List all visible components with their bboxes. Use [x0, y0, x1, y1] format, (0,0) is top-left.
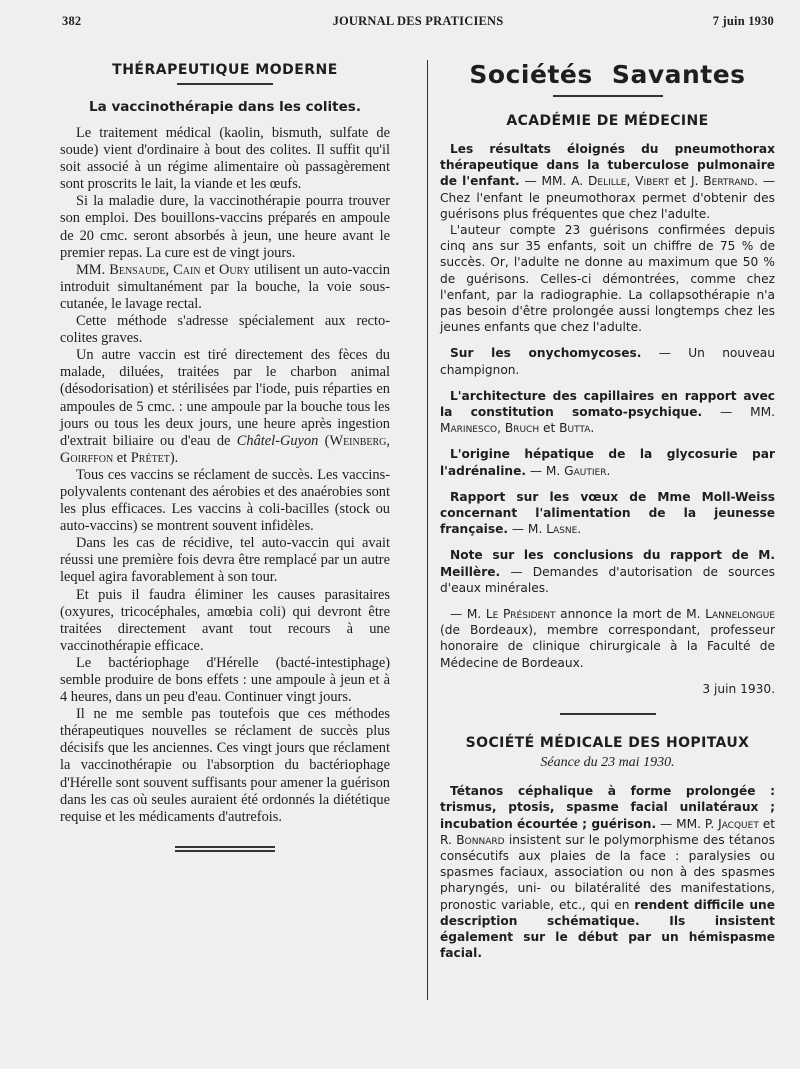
text: .: [606, 463, 611, 478]
text: — MM. P.: [656, 816, 719, 831]
text: .: [577, 522, 582, 537]
author-name: Bertrand: [703, 174, 755, 189]
text: Un autre vaccin est tiré directement des fèces du malade, diluées, traitées par le charbon animal (désodorisation) et stérilisées par l'iode, puis réparties en ampoules de 5 cmc. : une ampoule par la bouche tous les jours ou tous les deux jours, une heure après ingestion d'extrait biliaire ou d'eau de: [60, 347, 390, 449]
left-column: [60, 62, 390, 854]
author-name: Butta: [559, 421, 591, 436]
text: insistent sur le polymorphisme des tétanos consécutifs aux plaies de la face : paralysies ou spasmes faciaux, association ou non à des spasmes pharyngés, uni- ou bilatéralité des manifestations, pronostic variable, etc., qui en: [440, 832, 775, 912]
author-name: Prétet: [130, 449, 170, 466]
item-title: L'architecture des capillaires en rapport avec la constitution somato-psychique.: [440, 388, 775, 420]
paragraph-3: [60, 262, 390, 313]
text: annonce la mort de M.: [555, 607, 706, 622]
author-name: Lasne: [546, 522, 578, 537]
journal-title: JOURNAL DES PRATICIENS: [332, 14, 504, 28]
academie-item-6: [440, 547, 775, 596]
text: — Un nouveau champignon.: [440, 346, 776, 377]
text: et J.: [669, 174, 704, 189]
item-title: Note sur les conclusions du rapport de M. Meillère.: [440, 548, 775, 579]
text: et: [113, 449, 131, 466]
text: utilisent un auto-vaccin introduit simultanément par la bouche, la voie sous-cutanée, le lavage rectal.: [60, 261, 390, 312]
academie-date: 3 juin 1930.: [702, 681, 775, 696]
column-divider: [427, 60, 428, 1000]
academie-item-4: [440, 446, 775, 478]
text: et: [200, 261, 219, 278]
section-rule: [177, 83, 273, 85]
section-title: THÉRAPEUTIQUE MODERNE: [112, 62, 338, 78]
academie-item-7: [440, 606, 775, 671]
author-name: Bonnard: [456, 832, 505, 847]
running-header: [62, 14, 774, 32]
author-name: Gautier: [564, 463, 607, 478]
heading-rule: [553, 95, 663, 97]
academie-item-3: [440, 388, 775, 437]
paragraph-2: Si la maladie dure, la vaccinothérapie pourra trouver son emploi. Des bouillons-vaccins préparés en ampoule de 20 cmc. seront absorbés à jeun, une heure avant le premier repas. La cure est de vingt jours.: [60, 193, 390, 261]
paragraph-5: [60, 347, 390, 467]
academie-item-5: [440, 489, 775, 538]
paragraph-1: Le traitement médical (kaolin, bismuth, sulfate de soude) vient d'ordinaire à bout des colites. Il suffit qu'il soit associé à un régime alimentaire où passagèrement sont proscrits le lait, la viande et les œufs.: [60, 125, 390, 193]
paragraph-4: Cette méthode s'adresse spécialement aux recto-colites graves.: [60, 313, 390, 347]
item-title: Les résultats éloignés du pneumothorax thérapeutique dans la tuberculose pulmonaire de l'enfant.: [440, 142, 775, 189]
section-rule: [560, 713, 656, 715]
bold-text: rendent difficile une description schématique. Ils insistent également sur le début par un hémispasme facial.: [440, 897, 775, 961]
societe-heading: SOCIÉTÉ MÉDICALE DES HOPITAUX: [465, 735, 750, 752]
item-title: Rapport sur les vœux de Mme Moll-Weiss concernant l'alimentation de la jeunesse française.: [440, 489, 775, 537]
text: — M.: [525, 463, 565, 478]
item-title: Sur les onychomycoses.: [450, 346, 642, 361]
text: . — Chez l'enfant le pneumothorax permet d'obtenir des guérisons plus fréquentes que chez l'adulte.: [440, 174, 776, 221]
academie-heading: ACADÉMIE DE MÉDECINE: [506, 113, 709, 129]
academie-item-1-p2: L'auteur compte 23 guérisons confirmées depuis cinq ans sur 35 enfants, soit un chiffre de 75 % de succès. Or, l'adulte ne donne au maximum que 50 % de guérisons. Celles-ci démontrées, comme chez l'enfant, par la radiographie. La collapsothérapie n'a pas besoin d'être prolongée aussi longtemps chez les jeunes enfants que chez l'adulte.: [440, 223, 775, 335]
text: MM.: [76, 261, 110, 278]
academie-item-1: [440, 141, 775, 222]
author-names: Bensaude, Cain: [109, 261, 201, 278]
paragraph-10: Il ne me semble pas toutefois que ces méthodes thérapeutiques nouvelles se réclament de succès plus décisifs que les anciennes. Ces vingt jours que réclament la vaccinothérapie ou l'absorption du bactériophage d'Hérelle sont souvent suffisants pour amener la guérison dans les cas où seules auraient été ordonnés la diététique requise et les médicaments d'autrefois.: [60, 706, 390, 825]
societe-item-1: [440, 783, 775, 961]
issue-date: 7 juin 1930: [712, 14, 774, 28]
text: .: [590, 421, 595, 436]
author-name: Le Président: [485, 607, 556, 622]
societes-heading: Sociétés Savantes: [469, 60, 746, 89]
author-name: Oury: [219, 261, 250, 278]
text: et R.: [440, 816, 775, 847]
text: ).: [169, 449, 179, 466]
author-names: Marinesco, Bruch: [440, 421, 540, 436]
text: — M.: [450, 607, 486, 622]
right-column: [440, 60, 775, 961]
paragraph-8: Et puis il faudra éliminer les causes parasitaires (oxyures, tricocéphales, amœbia coli) qui devront être traitées directement avant tout recours à une vaccinothérapie efficace.: [60, 586, 390, 654]
seance-date: Séance du 23 mai 1930.: [540, 755, 675, 771]
academie-item-2: [440, 345, 775, 377]
text: et: [539, 421, 560, 436]
item-title: Tétanos céphalique à forme prolongée : trismus, ptosis, spasme facial unilatéraux ; incubation écourtée ; guérison.: [440, 784, 775, 831]
place-name: Châtel-Guyon: [236, 432, 319, 449]
text: (: [318, 432, 330, 449]
author-names: Delille, Vibert: [588, 174, 670, 189]
text: — MM.: [702, 405, 775, 420]
item-title: L'origine hépatique de la glycosurie par l'adrénaline.: [440, 447, 775, 478]
author-names: Weinberg, Goirffon: [60, 432, 390, 466]
text: — Demandes d'autorisation de sources d'eaux minérales.: [440, 564, 775, 595]
text: (de Bordeaux), membre correspondant, professeur honoraire de clinique chirurgicale à la Faculté de Médecine de Bordeaux.: [440, 623, 775, 670]
text: — MM. A.: [519, 174, 589, 189]
author-name: Jacquet: [718, 816, 759, 831]
text: — M.: [508, 522, 547, 537]
end-rule: [175, 846, 275, 852]
paragraph-6: Tous ces vaccins se réclament de succès. Les vaccins-polyvalents contenant des aérobies et des anaérobies sont les plus efficaces. Les vaccins à coli-bacilles (stock ou auto-vaccins) se montrent souvent infidèles.: [60, 466, 390, 535]
page-number: 382: [62, 14, 82, 28]
author-name: Lannelongue: [705, 607, 776, 622]
article-title: La vaccinothérapie dans les colites.: [89, 99, 361, 115]
paragraph-9: Le bactériophage d'Hérelle (bacté-intestiphage) semble produire de bons effets : une ampoule à jeun et à 4 heures, dans un peu d'eau. Continuer vingt jours.: [60, 654, 390, 706]
paragraph-7: Dans les cas de récidive, tel auto-vaccin qui avait réussi une première fois devra être remplacé par un autre lequel agira favorablement à son tour.: [60, 535, 390, 586]
